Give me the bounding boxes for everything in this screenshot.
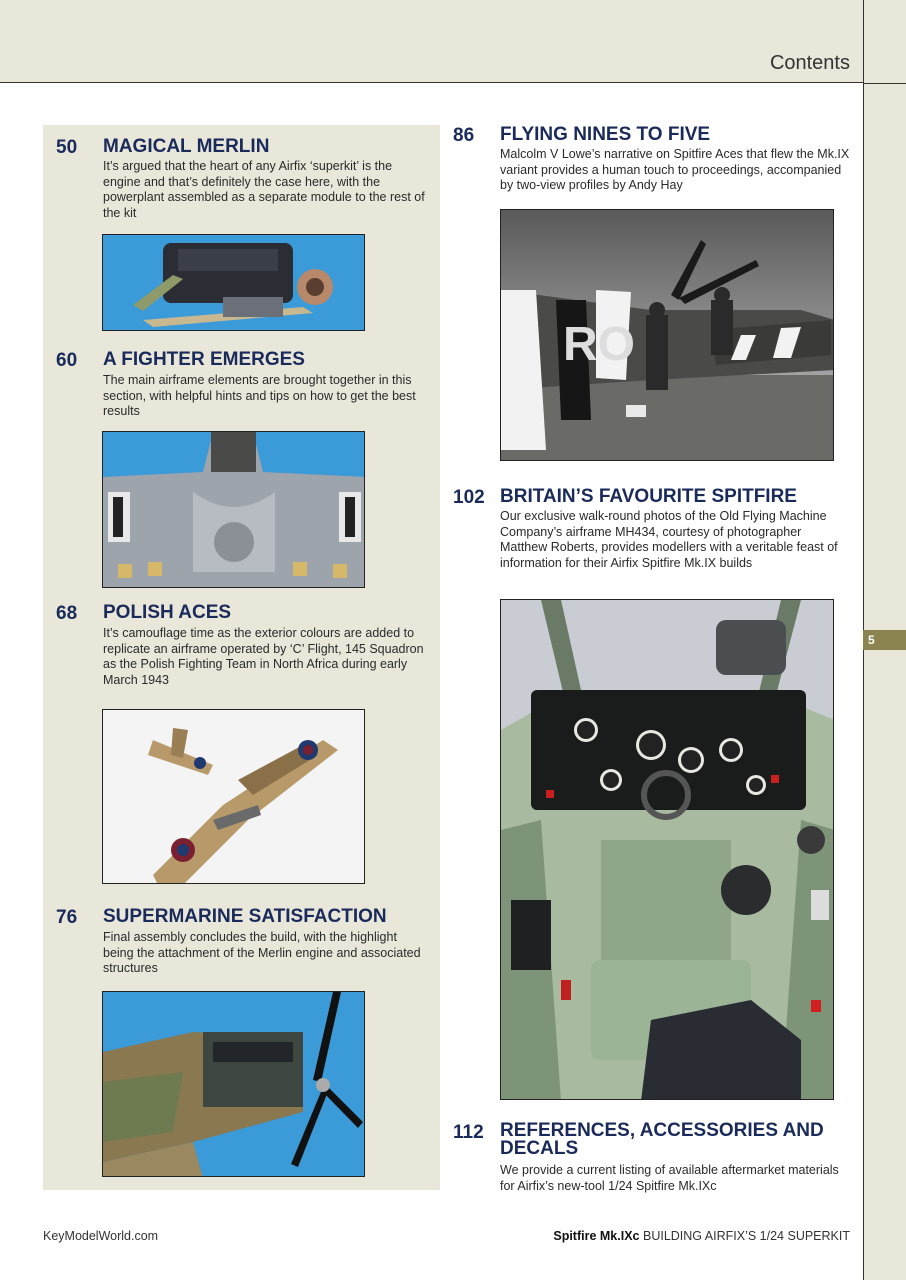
contents-entry-102[interactable] xyxy=(453,487,853,592)
contents-entry-76[interactable] xyxy=(56,907,436,982)
contents-entry-112[interactable] xyxy=(453,1122,853,1197)
contents-entry-60[interactable] xyxy=(56,350,436,430)
page-number-tab: 5 xyxy=(863,630,906,650)
entry-title: SUPERMARINE SATISFACTION xyxy=(103,906,387,927)
entry-description: Final assembly concludes the build, with the highlight being the attachment of the Merlin engine and associated structures xyxy=(103,930,421,975)
entry-description: It’s camouflage time as the exterior colours are added to replicate an airframe operated by ‘C’ Flight, 145 Squadron as the Polish Fighting Team in North Africa during early March 1943 xyxy=(103,626,424,687)
entry-title: MAGICAL MERLIN xyxy=(103,136,270,157)
aircraft-code-letters: RO xyxy=(563,318,635,371)
flying-nines-photo xyxy=(500,209,834,461)
airframe-photo xyxy=(102,431,365,588)
entry-page-number: 68 xyxy=(56,603,78,624)
footer-magazine-title xyxy=(553,1229,850,1243)
footer-mag-subtitle: BUILDING AIRFIX’S 1/24 SUPERKIT xyxy=(642,1229,850,1243)
entry-description: We provide a current listing of available aftermarket materials for Airfix’s new-tool 1/24 Spitfire Mk.IXc xyxy=(500,1163,839,1193)
entry-title: FLYING NINES TO FIVE xyxy=(500,124,711,145)
footer-mag-title: Spitfire Mk.IXc xyxy=(553,1229,640,1243)
engine-photo xyxy=(102,234,365,331)
page-title: Contents xyxy=(769,52,850,74)
contents-entry-86[interactable] xyxy=(453,125,853,200)
entry-page-number: 102 xyxy=(453,487,485,508)
entry-page-number: 50 xyxy=(56,137,78,158)
header-band xyxy=(0,0,863,83)
contents-entry-68[interactable] xyxy=(56,603,436,693)
entry-page-number: 112 xyxy=(453,1122,484,1143)
cockpit-photo xyxy=(500,599,834,1100)
footer-website[interactable]: KeyModelWorld.com xyxy=(43,1229,159,1243)
entry-title: REFERENCES, ACCESSORIES AND DECALS xyxy=(500,1120,824,1159)
entry-page-number: 86 xyxy=(453,125,475,146)
contents-entry-50[interactable] xyxy=(56,137,436,237)
entry-description: Malcolm V Lowe’s narrative on Spitfire Aces that flew the Mk.IX variant provides a human touch to proceedings, accompanied by two-view profiles by Andy Hay xyxy=(500,147,850,192)
entry-description: It’s argued that the heart of any Airfix ‘superkit’ is the engine and that’s definitely the case here, with the powerplant assembled as a separate module to the rest of the kit xyxy=(103,159,425,220)
entry-page-number: 76 xyxy=(56,907,78,928)
entry-title: POLISH ACES xyxy=(103,602,232,623)
entry-page-number: 60 xyxy=(56,350,78,371)
assembly-photo xyxy=(102,991,365,1177)
entry-description: Our exclusive walk-round photos of the Old Flying Machine Company’s airframe MH434, courtesy of photographer Matthew Roberts, provides modellers with a veritable feast of information for their Airfix Spitfire Mk.IX builds xyxy=(500,509,838,570)
polish-aces-photo xyxy=(102,709,365,884)
entry-title: BRITAIN’S FAVOURITE SPITFIRE xyxy=(500,486,797,507)
entry-description: The main airframe elements are brought together in this section, with helpful hints and tips on how to get the best results xyxy=(103,373,416,418)
entry-title: A FIGHTER EMERGES xyxy=(103,349,305,370)
